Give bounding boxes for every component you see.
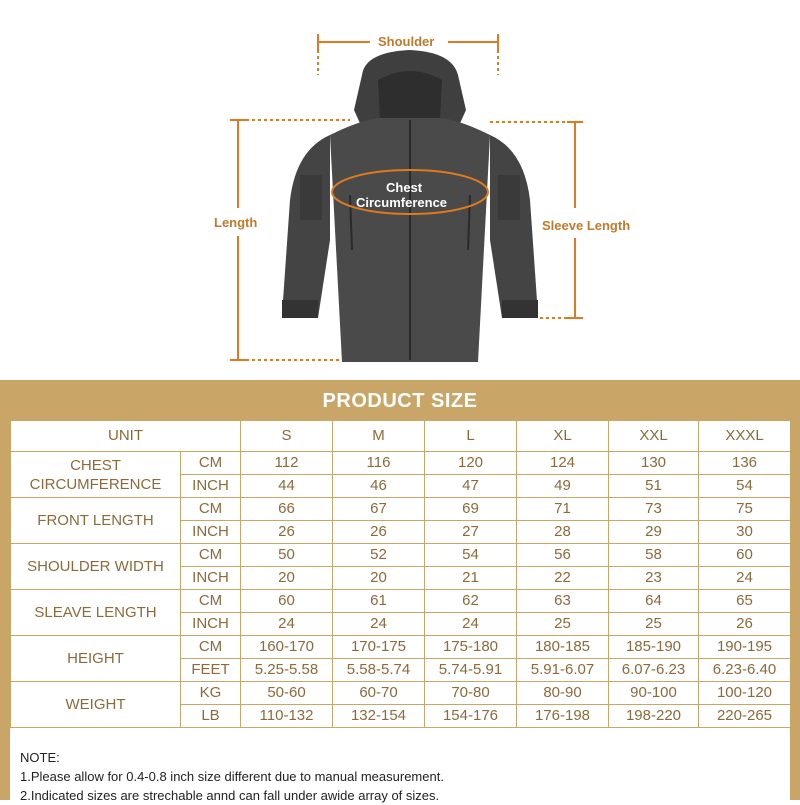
value-cell: 24 — [241, 613, 333, 636]
value-cell: 44 — [241, 475, 333, 498]
value-cell: 49 — [517, 475, 609, 498]
table-row — [11, 682, 791, 705]
value-cell: 24 — [333, 613, 425, 636]
unit-cell: CM — [181, 590, 241, 613]
value-cell: 136 — [699, 452, 791, 475]
unit-cell: INCH — [181, 613, 241, 636]
value-cell: 56 — [517, 544, 609, 567]
value-cell: 5.91-6.07 — [517, 659, 609, 682]
value-cell: 54 — [425, 544, 517, 567]
value-cell: 100-120 — [699, 682, 791, 705]
notes — [20, 748, 444, 805]
unit-cell: CM — [181, 452, 241, 475]
value-cell: 5.74-5.91 — [425, 659, 517, 682]
value-cell: 5.25-5.58 — [241, 659, 333, 682]
chest-label-2: Circumference — [356, 195, 448, 210]
value-cell: 22 — [517, 567, 609, 590]
value-cell: 26 — [241, 521, 333, 544]
size-table — [10, 420, 791, 728]
value-cell: 5.58-5.74 — [333, 659, 425, 682]
table-row — [11, 544, 791, 567]
value-cell: 20 — [241, 567, 333, 590]
value-cell: 69 — [425, 498, 517, 521]
measurement-label: WEIGHT — [11, 682, 181, 728]
value-cell: 24 — [699, 567, 791, 590]
table-row — [11, 452, 791, 475]
value-cell: 175-180 — [425, 636, 517, 659]
value-cell: 180-185 — [517, 636, 609, 659]
measurement-label: SHOULDER WIDTH — [11, 544, 181, 590]
unit-cell: FEET — [181, 659, 241, 682]
value-cell: 110-132 — [241, 705, 333, 728]
value-cell: 64 — [609, 590, 699, 613]
value-cell: 130 — [609, 452, 699, 475]
measurement-label: CHEST CIRCUMFERENCE — [11, 452, 181, 498]
value-cell: 29 — [609, 521, 699, 544]
chest-label: Chest — [386, 180, 423, 195]
size-header: XL — [517, 421, 609, 452]
value-cell: 24 — [425, 613, 517, 636]
size-chart — [0, 380, 800, 803]
value-cell: 26 — [699, 613, 791, 636]
value-cell: 63 — [517, 590, 609, 613]
value-cell: 185-190 — [609, 636, 699, 659]
value-cell: 132-154 — [333, 705, 425, 728]
value-cell: 160-170 — [241, 636, 333, 659]
value-cell: 47 — [425, 475, 517, 498]
table-row — [11, 498, 791, 521]
value-cell: 116 — [333, 452, 425, 475]
value-cell: 112 — [241, 452, 333, 475]
value-cell: 154-176 — [425, 705, 517, 728]
table-title: PRODUCT SIZE — [322, 390, 478, 412]
size-header: S — [241, 421, 333, 452]
unit-cell: INCH — [181, 521, 241, 544]
note-heading: NOTE: — [20, 750, 60, 765]
length-label: Length — [214, 215, 258, 230]
value-cell: 90-100 — [609, 682, 699, 705]
unit-cell: LB — [181, 705, 241, 728]
value-cell: 26 — [333, 521, 425, 544]
table-row — [11, 590, 791, 613]
value-cell: 70-80 — [425, 682, 517, 705]
shoulder-label: Shoulder — [378, 34, 435, 49]
value-cell: 67 — [333, 498, 425, 521]
value-cell: 50-60 — [241, 682, 333, 705]
value-cell: 60 — [241, 590, 333, 613]
value-cell: 30 — [699, 521, 791, 544]
value-cell: 190-195 — [699, 636, 791, 659]
value-cell: 60 — [699, 544, 791, 567]
size-header: XXL — [609, 421, 699, 452]
value-cell: 71 — [517, 498, 609, 521]
value-cell: 198-220 — [609, 705, 699, 728]
value-cell: 28 — [517, 521, 609, 544]
value-cell: 50 — [241, 544, 333, 567]
measurement-label: SLEAVE LENGTH — [11, 590, 181, 636]
value-cell: 6.07-6.23 — [609, 659, 699, 682]
value-cell: 6.23-6.40 — [699, 659, 791, 682]
unit-cell: KG — [181, 682, 241, 705]
value-cell: 66 — [241, 498, 333, 521]
note-line-2: 2.Indicated sizes are strechable annd can fall under awide array of sizes. — [20, 788, 440, 803]
value-cell: 52 — [333, 544, 425, 567]
value-cell: 46 — [333, 475, 425, 498]
value-cell: 220-265 — [699, 705, 791, 728]
table-header-row — [11, 421, 791, 452]
unit-cell: INCH — [181, 475, 241, 498]
note-line-1: 1.Please allow for 0.4-0.8 inch size different due to manual measurement. — [20, 769, 444, 784]
value-cell: 73 — [609, 498, 699, 521]
size-header: XXXL — [699, 421, 791, 452]
value-cell: 176-198 — [517, 705, 609, 728]
value-cell: 27 — [425, 521, 517, 544]
table-row — [11, 636, 791, 659]
unit-cell: CM — [181, 544, 241, 567]
value-cell: 75 — [699, 498, 791, 521]
value-cell: 62 — [425, 590, 517, 613]
value-cell: 65 — [699, 590, 791, 613]
value-cell: 61 — [333, 590, 425, 613]
value-cell: 60-70 — [333, 682, 425, 705]
unit-cell: CM — [181, 498, 241, 521]
unit-cell: CM — [181, 636, 241, 659]
value-cell: 25 — [609, 613, 699, 636]
measurement-label: HEIGHT — [11, 636, 181, 682]
value-cell: 21 — [425, 567, 517, 590]
sleeve-length-label: Sleeve Length — [542, 218, 631, 233]
value-cell: 120 — [425, 452, 517, 475]
value-cell: 124 — [517, 452, 609, 475]
value-cell: 51 — [609, 475, 699, 498]
value-cell: 23 — [609, 567, 699, 590]
size-header: L — [425, 421, 517, 452]
value-cell: 54 — [699, 475, 791, 498]
value-cell: 80-90 — [517, 682, 609, 705]
value-cell: 170-175 — [333, 636, 425, 659]
unit-header: UNIT — [11, 421, 241, 452]
value-cell: 25 — [517, 613, 609, 636]
measurement-label: FRONT LENGTH — [11, 498, 181, 544]
unit-cell: INCH — [181, 567, 241, 590]
value-cell: 20 — [333, 567, 425, 590]
size-header: M — [333, 421, 425, 452]
product-diagram — [0, 0, 800, 380]
value-cell: 58 — [609, 544, 699, 567]
